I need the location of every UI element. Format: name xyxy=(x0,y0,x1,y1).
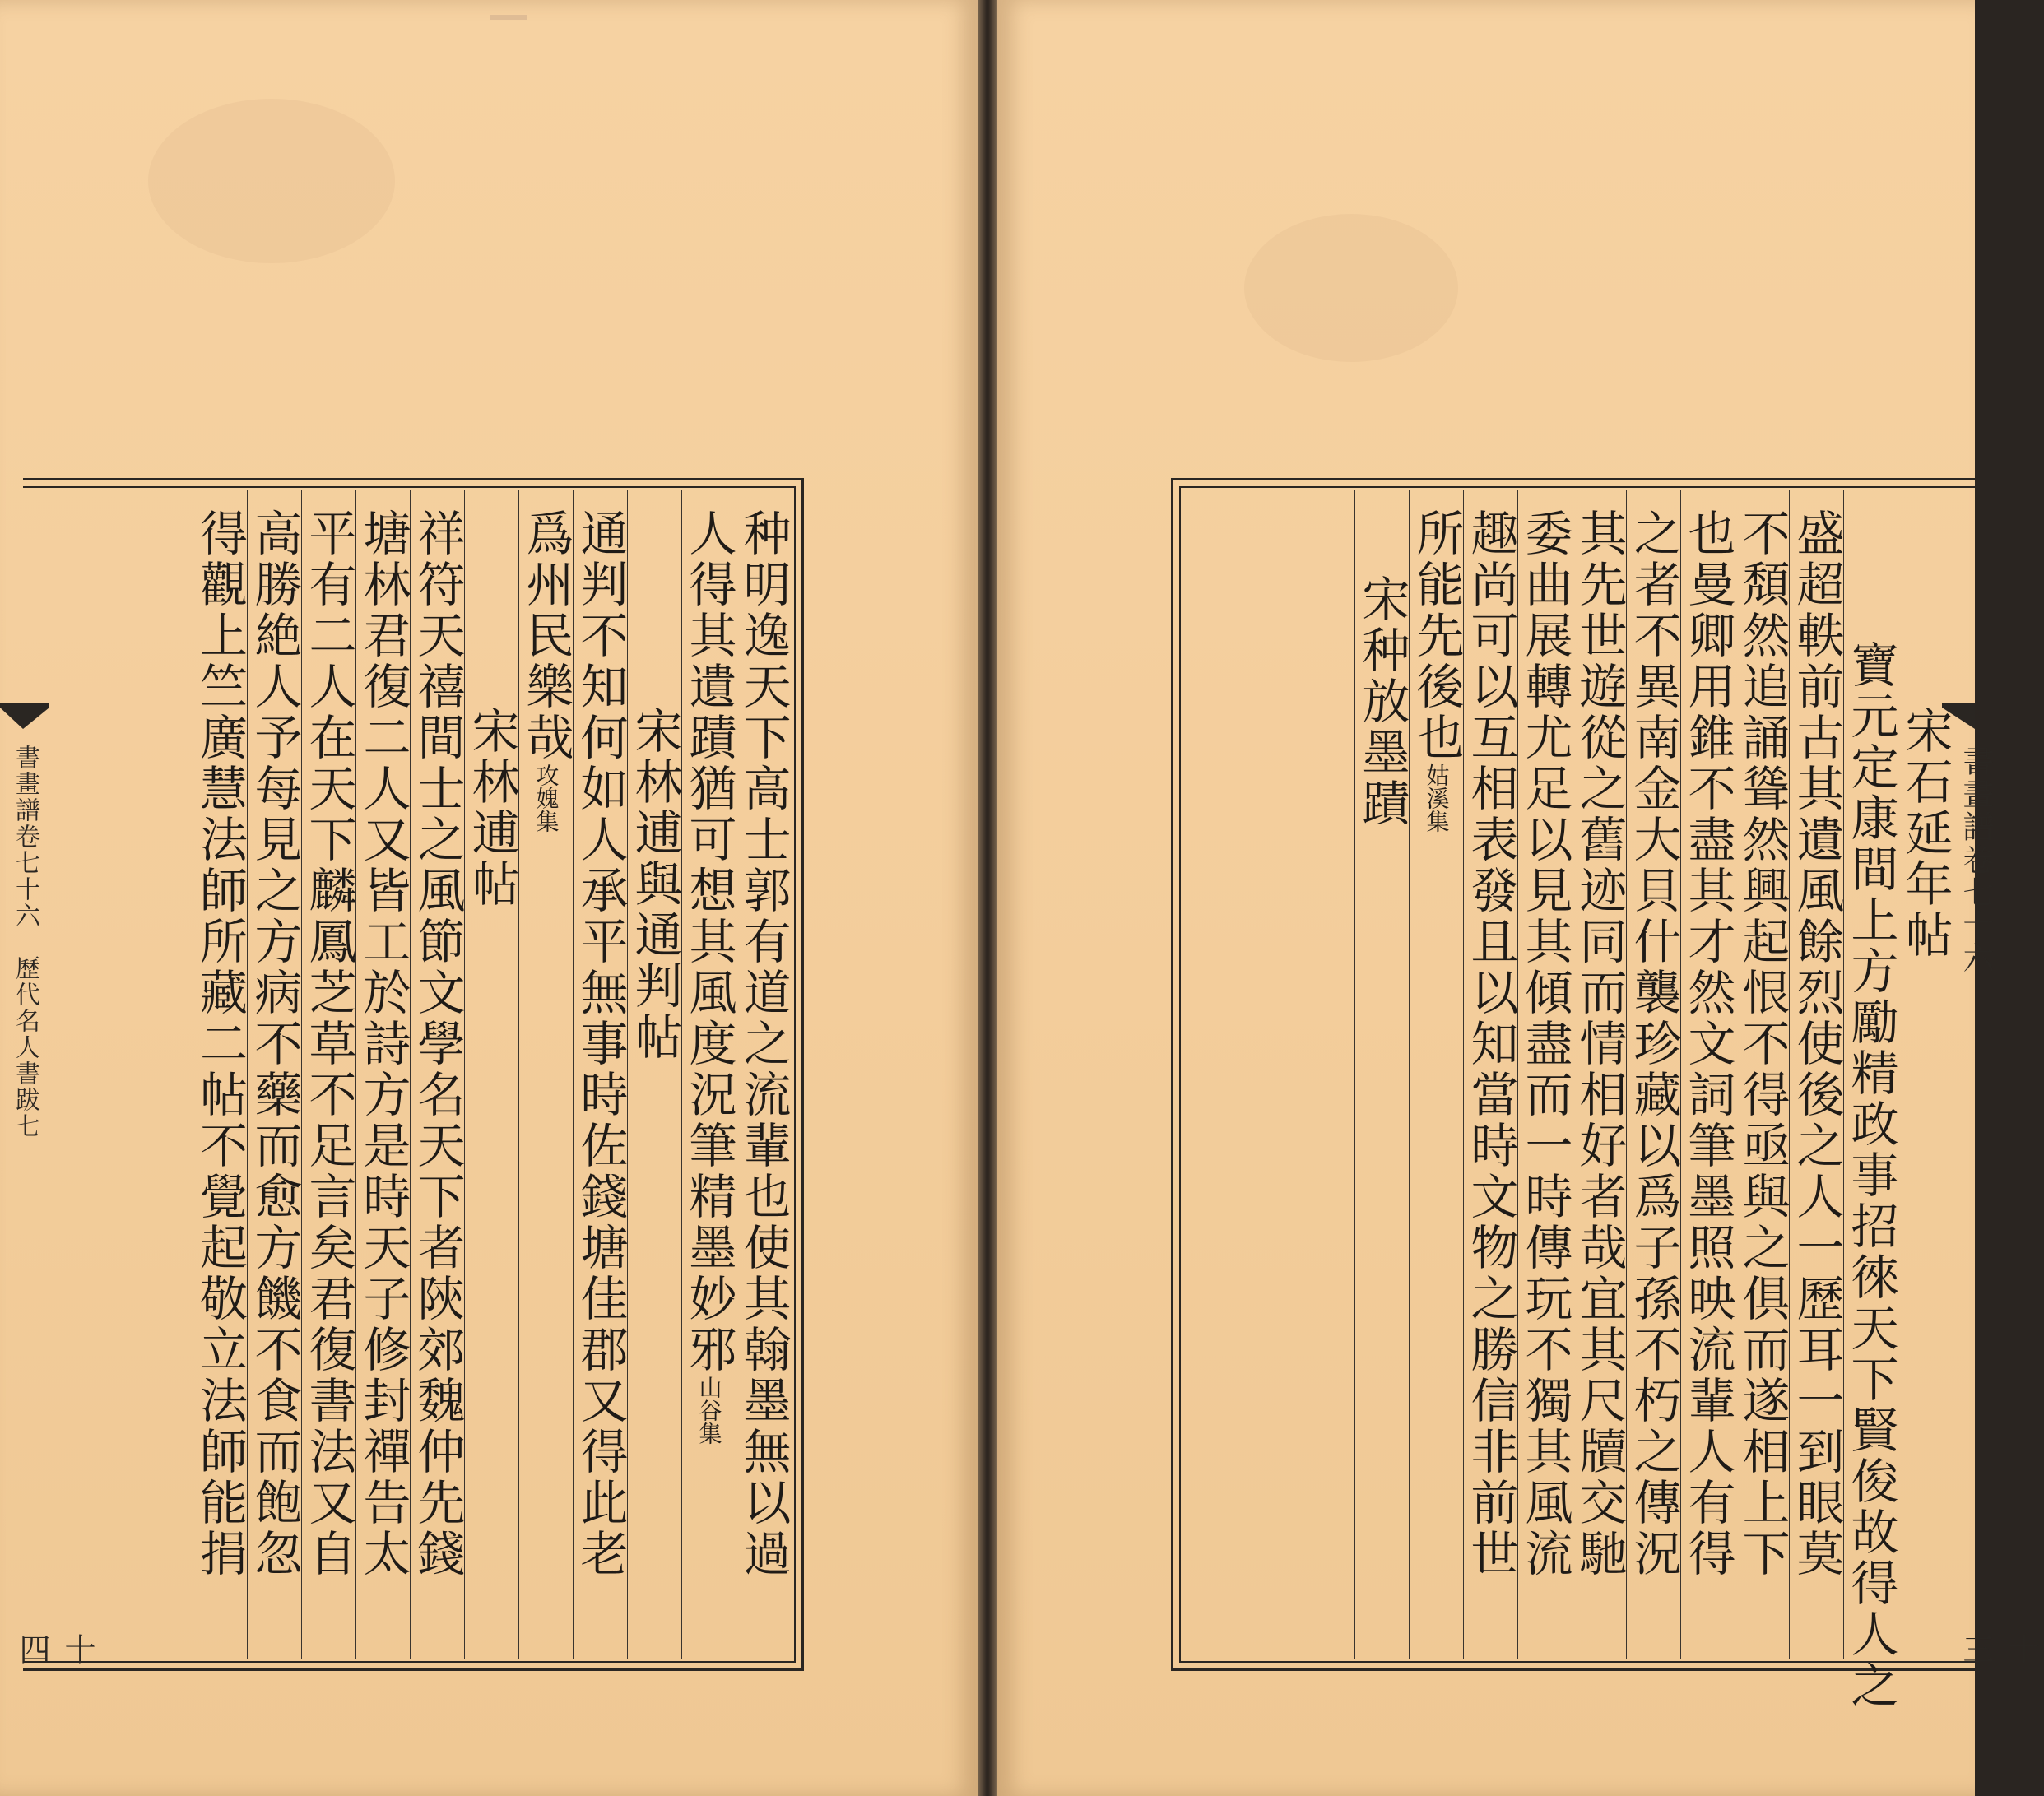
text-column xyxy=(573,490,627,1659)
column-text: 盛超軼前古其遺風餘烈使後之人一歷耳一到眼莫 xyxy=(1788,508,1845,1580)
right-folio-number: 十三 xyxy=(1958,1633,2039,1664)
paper-stain xyxy=(1244,214,1458,362)
text-column xyxy=(1789,490,1843,1659)
text-column xyxy=(1354,490,1409,1659)
text-column xyxy=(627,490,681,1659)
column-text: 不頽然追誦聳然興起恨不得亟與之俱而遂相上下 xyxy=(1734,508,1791,1580)
text-column xyxy=(247,490,301,1659)
text-column xyxy=(301,490,355,1659)
column-text: 其先世遊從之舊迹同而情相好者哉宜其尺牘交馳 xyxy=(1571,508,1628,1580)
column-text: 种明逸天下高士郭有道之流輩也使其翰墨無以過 xyxy=(735,508,792,1580)
column-text: 委曲展轉尤足以見其傾盡而一時傳玩不獨其風流 xyxy=(1517,508,1573,1580)
text-column xyxy=(464,490,518,1659)
paper-mark xyxy=(490,15,527,20)
section-heading: 宋林逋帖 xyxy=(463,706,520,910)
column-text: 塘林君復二人又皆工於詩方是時天子修封禪告太 xyxy=(355,508,411,1580)
fish-tail-icon xyxy=(1942,699,1991,732)
text-column xyxy=(1517,490,1572,1659)
column-text: 爲州民樂哉 xyxy=(518,508,574,763)
text-column xyxy=(1463,490,1517,1659)
right-margin-strip xyxy=(1942,510,2039,1664)
section-heading: 宋种放墨蹟 xyxy=(1354,574,1410,829)
right-text-columns xyxy=(1185,490,1953,1711)
left-margin-title: 書畫譜卷七十六 歷代名人書跋七 xyxy=(11,745,39,1139)
column-text: 通判不知何如人承平無事時佐錢塘佳郡又得此老 xyxy=(572,508,629,1580)
text-column xyxy=(518,490,573,1659)
text-column xyxy=(1300,490,1354,1659)
section-heading: 宋林逋與通判帖 xyxy=(626,706,683,1063)
text-column xyxy=(410,490,464,1659)
column-text: 平有二人在天下麟鳳芝草不足言矣君復書法又自 xyxy=(300,508,357,1580)
column-text: 也曼卿用錐不盡其才然文詞筆墨照映流輩人有得 xyxy=(1679,508,1736,1580)
column-text: 所能先後也 xyxy=(1408,508,1465,763)
section-heading: 宋石延年帖 xyxy=(1897,706,1953,961)
column-text: 寶元定康間上方勵精政事招徠天下賢俊故得人之 xyxy=(1842,640,1899,1711)
left-text-frame xyxy=(23,478,804,1671)
text-column xyxy=(1680,490,1735,1659)
text-column xyxy=(1572,490,1626,1659)
text-column xyxy=(1735,490,1789,1659)
text-column xyxy=(681,490,736,1659)
column-text: 祥符天禧間士之風節文學名天下者陝郊魏仲先錢 xyxy=(409,508,466,1580)
left-text-columns xyxy=(48,490,790,1659)
text-column xyxy=(736,490,790,1659)
column-text: 之者不異南金大貝什襲珍藏以爲子孫不朽之傳況 xyxy=(1625,508,1682,1580)
column-text: 人得其遺蹟猶可想其風度況筆精墨妙邪 xyxy=(681,508,737,1376)
source-note: 攻媿集 xyxy=(532,763,560,833)
text-column xyxy=(1842,490,1899,1711)
text-column xyxy=(193,490,247,1659)
source-note: 山谷集 xyxy=(695,1376,723,1445)
book-gutter xyxy=(978,0,997,1796)
left-folio-number: 十四 xyxy=(14,1633,95,1664)
text-column xyxy=(355,490,410,1659)
column-text: 趣尚可以互相表發且以知當時文物之勝信非前世 xyxy=(1462,508,1519,1580)
column-text: 高勝絶人予每見之方病不藥而愈方饑不食而飽忽 xyxy=(246,508,303,1580)
text-column xyxy=(1409,490,1463,1659)
column-text-wrap xyxy=(519,490,574,1659)
paper-stain xyxy=(148,99,395,263)
column-text: 得觀上竺廣慧法師所藏二帖不覺起敬立法師能捐 xyxy=(192,508,248,1580)
left-page xyxy=(0,0,978,1796)
column-text-wrap xyxy=(1410,490,1464,1659)
right-margin-title: 書畫譜卷七十六 xyxy=(1958,745,1994,975)
right-page xyxy=(997,0,2039,1796)
source-note: 姑溪集 xyxy=(1423,763,1451,833)
right-text-frame xyxy=(1171,478,1975,1711)
text-column xyxy=(1626,490,1680,1659)
column-text-wrap xyxy=(682,490,736,1659)
